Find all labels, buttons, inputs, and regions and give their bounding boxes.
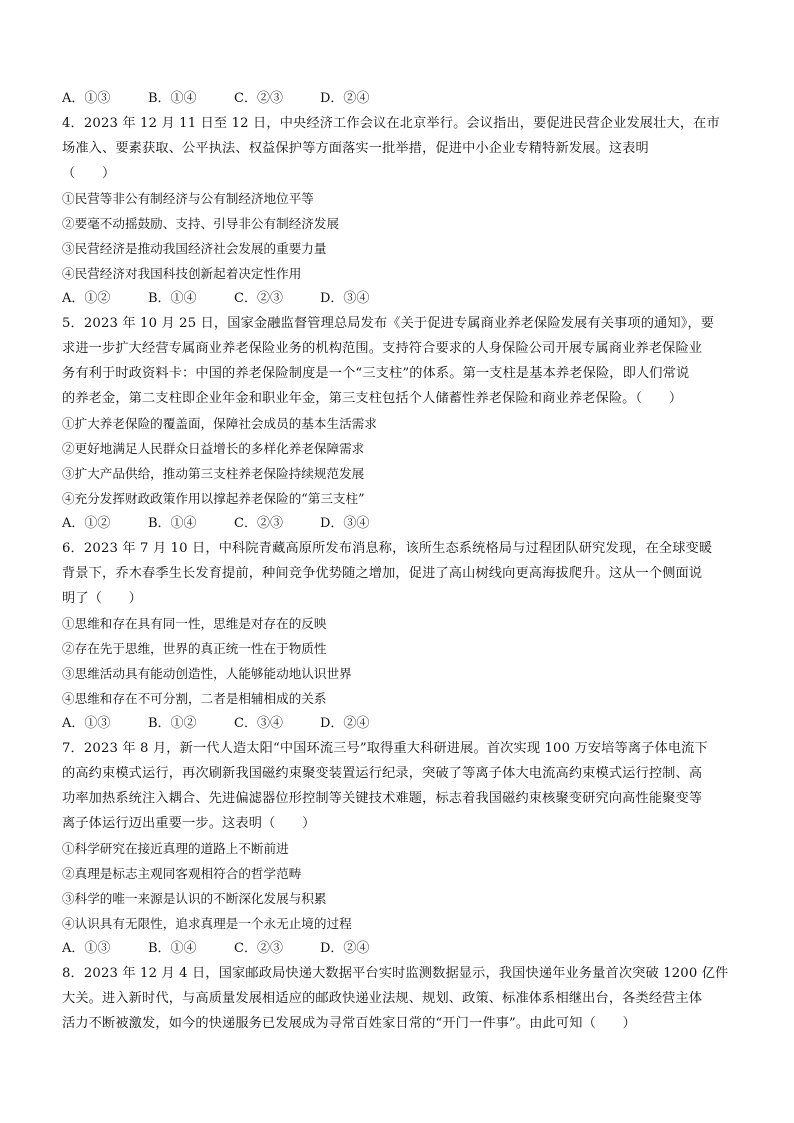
q5-stem-line: 求进一步扩大经营专属商业养老保险业务的机构范围。支持符合要求的人身保险公司开展专属商业养老保险业 (62, 341, 703, 356)
q4-option-3: ③民营经济是推动我国经济社会发展的重要力量 (62, 241, 327, 256)
q3-choice-b: B．①④ (148, 91, 197, 106)
q8-stem-line: 活力不断被激发，如今的快递服务已发展成为寻常百姓家日常的“开门一件事”。由此可知（ ） (62, 1016, 636, 1031)
q5-stem-line: 的养老金，第二支柱即企业年金和职业年金，第三支柱包括个人储蓄性养老保险和商业养老保险。（ ） (62, 391, 683, 406)
q5-stem-line: 务有利于时政资料卡：中国的养老保险制度是一个“三支柱”的体系。第一支柱是基本养老保险，即人们常说 (62, 366, 690, 381)
q7-choice-d: D．②④ (320, 941, 370, 956)
q3-choices (62, 86, 732, 111)
q6-stem-line: 背景下，乔木春季生长发育提前，种间竞争优势随之增加，促进了高山树线向更高海拔爬升。这从一个侧面说 (62, 566, 703, 581)
q7-choices (62, 936, 732, 961)
q4-option-4: ④民营经济对我国科技创新起着决定性作用 (62, 266, 302, 281)
q5-choice-a: A．①② (62, 516, 111, 531)
q7-choice-a: A．①③ (62, 941, 111, 956)
q5-choice-d: D．③④ (320, 516, 370, 531)
q5-choice-c: C．②③ (234, 516, 283, 531)
q7-option-2: ②真理是标志主观同客观相符合的哲学范畴 (62, 866, 302, 881)
q4-choice-b: B．①④ (148, 291, 197, 306)
q3-choice-a: A．①③ (62, 91, 111, 106)
q4-option-1: ①民营等非公有制经济与公有制经济地位平等 (62, 191, 314, 206)
q6-choice-c: C．③④ (234, 716, 283, 731)
question-5 (62, 311, 732, 536)
q4-stem-line: 4．2023 年 12 月 11 日至 12 日，中央经济工作会议在北京举行。会议指出，要促进民营企业发展壮大，在市 (62, 116, 720, 131)
q4-choice-d: D．③④ (320, 291, 370, 306)
q6-option-2: ②存在先于思维，世界的真正统一性在于物质性 (62, 641, 327, 656)
q4-option-2: ②要毫不动摇鼓励、支持、引导非公有制经济发展 (62, 216, 340, 231)
q6-option-3: ③思维活动具有能动创造性，人能够能动地认识世界 (62, 666, 352, 681)
q4-stem-line: 场准入、要素获取、公平执法、权益保护等方面落实一批举措，促进中小企业专精特新发展。这表明 (62, 141, 649, 156)
q6-option-1: ①思维和存在具有同一性，思维是对存在的反映 (62, 616, 327, 631)
q7-stem-line: 7．2023 年 8 月，新一代人造太阳“中国环流三号”取得重大科研进展。首次实现 100 万安培等离子体电流下 (62, 741, 708, 756)
question-4 (62, 111, 732, 311)
q7-choice-b: B．①④ (148, 941, 197, 956)
q4-stem-line: （ ） (62, 166, 116, 181)
question-8 (62, 961, 732, 1036)
q3-choice-d: D．②④ (320, 91, 370, 106)
exam-page (62, 86, 732, 1036)
q7-stem-line: 离子体运行迈出重要一步。这表明（ ） (62, 816, 316, 831)
question-7 (62, 736, 732, 961)
q4-choice-a: A．①② (62, 291, 111, 306)
q6-choices (62, 711, 732, 736)
q7-stem-line: 的高约束模式运行，再次刷新我国磁约束聚变装置运行纪录，突破了等离子体大电流高约束模式运行控制、高 (62, 766, 703, 781)
q5-choices (62, 511, 732, 536)
question-6 (62, 536, 732, 736)
q5-stem-line: 5．2023 年 10 月 25 日，国家金融监督管理总局发布《关于促进专属商业养老保险发展有关事项的通知》，要 (62, 316, 715, 331)
q5-option-3: ③扩大产品供给，推动第三支柱养老保险持续规范发展 (62, 466, 365, 481)
q5-option-4: ④充分发挥财政政策作用以撑起养老保险的“第三支柱” (62, 491, 365, 506)
q5-choice-b: B．①④ (148, 516, 197, 531)
q6-option-4: ④思维和存在不可分割，二者是相辅相成的关系 (62, 691, 327, 706)
q6-stem-line: 明了（ ） (62, 591, 143, 606)
q5-option-1: ①扩大养老保险的覆盖面，保障社会成员的基本生活需求 (62, 416, 377, 431)
q7-option-3: ③科学的唯一来源是认识的不断深化发展与积累 (62, 891, 327, 906)
q6-choice-d: D．②④ (320, 716, 370, 731)
q6-choice-b: B．①② (148, 716, 197, 731)
q7-option-1: ①科学研究在接近真理的道路上不断前进 (62, 841, 289, 856)
q6-choice-a: A．①③ (62, 716, 111, 731)
q6-stem-line: 6．2023 年 7 月 10 日，中科院青藏高原所发布消息称，该所生态系统格局与过程团队研究发现，在全球变暖 (62, 541, 713, 556)
q7-stem-line: 功率加热系统注入耦合、先进偏滤器位形控制等关键技术难题，标志着我国磁约束核聚变研究向高性能聚变等 (62, 791, 703, 806)
q7-option-4: ④认识具有无限性，追求真理是一个永无止境的过程 (62, 916, 352, 931)
q8-stem-line: 大关。进入新时代，与高质量发展相适应的邮政快递业法规、规划、政策、标准体系相继出台，各类经营主体 (62, 991, 703, 1006)
q4-choices (62, 286, 732, 311)
q7-choice-c: C．②③ (234, 941, 283, 956)
q8-stem-line: 8．2023 年 12 月 4 日，国家邮政局快递大数据平台实时监测数据显示，我国快递年业务量首次突破 1200 亿件 (62, 966, 729, 981)
q3-choice-c: C．②③ (234, 91, 283, 106)
q4-choice-c: C．②③ (234, 291, 283, 306)
q5-option-2: ②更好地满足人民群众日益增长的多样化养老保障需求 (62, 441, 365, 456)
